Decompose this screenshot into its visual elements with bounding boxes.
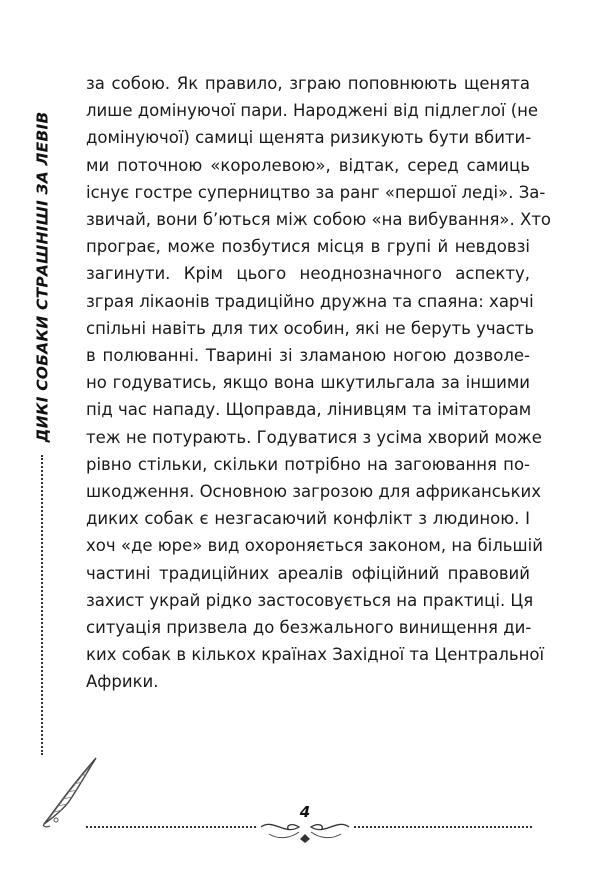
quill-feather-icon bbox=[36, 752, 106, 830]
vertical-dotted-rule bbox=[41, 455, 43, 755]
footer-dotted-rule-left bbox=[86, 826, 256, 828]
text-line: загинути. Крім цього неоднозначного аспекту, bbox=[86, 264, 530, 284]
text-line: захист украй рідко застосовується на практиці. Ця bbox=[86, 590, 534, 610]
text-line: шкодження. Основною загрозою для африканських bbox=[86, 482, 542, 502]
text-line: диких собак є незгасаючий конфлікт з людиною. І bbox=[86, 509, 530, 529]
text-line: спільні навіть для тих особин, які не беруть участь bbox=[86, 318, 535, 338]
running-title-text: ДИКІ СОБАКИ СТРАШНІШІ ЗА ЛЕВІВ bbox=[33, 111, 51, 443]
text-line: теж не потурають. Годуватися з усіма хворий може bbox=[86, 427, 542, 447]
footer-dotted-rule-right bbox=[354, 826, 532, 828]
text-line: в полюванні. Тварині зі зламаною ногою дозволе- bbox=[86, 346, 530, 366]
text-line: лише домінуючої пари. Народжені від підлеглої (не bbox=[86, 101, 539, 121]
page-number: 4 bbox=[299, 803, 311, 821]
text-line: існує гостре суперництво за ранг «першої леді». За- bbox=[86, 182, 546, 202]
text-line: но годуватись, якщо вона шкутильгала за іншими bbox=[86, 373, 530, 393]
text-line: зграя лікаонів традиційно дружна та спаяна: харчі bbox=[86, 291, 534, 311]
text-line: домінуючої) самиці щенята ризикують бути вбити- bbox=[86, 128, 532, 148]
text-line: ситуація призвела до безжального винищення ди- bbox=[86, 618, 532, 638]
running-title bbox=[30, 111, 54, 443]
text-line: частині традиційних ареалів офіційний правовий bbox=[86, 563, 530, 583]
body-paragraph bbox=[86, 70, 552, 696]
text-line: ких собак в кількох країнах Західної та Центральної bbox=[86, 645, 545, 665]
text-line: звичай, вони б’ються між собою «на вибування». Хто bbox=[86, 210, 552, 230]
text-line: ми поточною «королевою», відтак, серед самиць bbox=[86, 155, 530, 175]
text-line: рівно стільки, скільки потрібно на загоювання по- bbox=[86, 454, 530, 474]
text-line-last: Африки. bbox=[86, 672, 159, 692]
text-line: за собою. Як правило, зграю поповнюють щенята bbox=[86, 74, 530, 93]
text-line: хоч «де юре» вид охороняється законом, на більшій bbox=[86, 536, 543, 556]
text-line: під час нападу. Щоправда, лінивцям та імітаторам bbox=[86, 400, 532, 420]
text-line: програє, може позбутися місця в групі й невдовзі bbox=[86, 237, 530, 257]
